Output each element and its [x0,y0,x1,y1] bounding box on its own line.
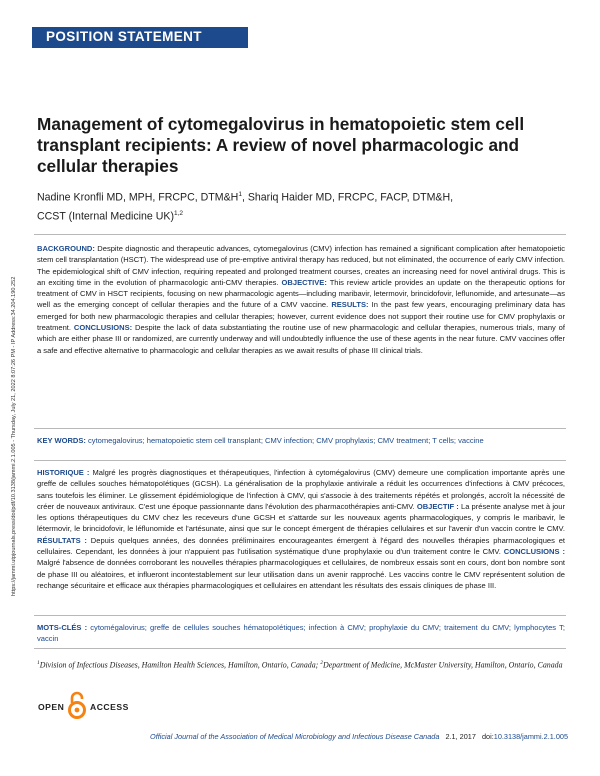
keywords-text: cytomegalovirus; hematopoietic stem cell transplant; CMV infection; CMV prophylaxis; CMV treatment; T cells; vaccine [88,436,484,445]
footer-doi-link[interactable]: 10.3138/jammi.2.1.005 [493,732,568,741]
download-watermark-text: https://jammi.utpjournals.press/doi/pdf/10.3138/jammi.2.1.005 - Thursday, July 21, 2022 8:07:26 PM - IP Address:34.204.190.252 [11,276,17,596]
divider [34,615,566,616]
conclusions-text: Despite the lack of data substantiating the routine use of new pharmacologic and cellular therapies, numerous trials, many of which are either phase III or randomized, are currently underway and will undoubtedly influence the use of these agents in the near future. CMV vaccines offer a safe and effective alternative to pharmacologic and cellular therapies as we await results of phase III clinical trials. [37,323,565,355]
page-footer [64,732,568,742]
affil-2-marker: 2 [320,660,324,666]
divider [34,234,566,235]
footer-volume: 2.1, 2017 [445,732,476,741]
background-text: Despite diagnostic and therapeutic advances, cytomegalovirus (CMV) infection has remained a significant complication after hematopoietic stem cell transplantation (HSCT). The widespread use of pre-emptive antiviral therapy has reduced, but not eliminated, the occurrence of early CMV infection. The epidemiological shift of CMV infection, requiring repeated and prolonged treatment courses, creates an increasing need for novel antiviral drugs. This is an exciting time in the evolution of pharmacologic anti-CMV therapies. [37,244,565,287]
author-2-credentials: CCST (Internal Medicine UK) [37,210,174,223]
affil-2: Department of Medicine, McMaster University, Hamilton, Ontario, Canada [323,660,563,670]
objective-text: This review article provides an update on the therapeutic options for treatment of CMV in HSCT recipients, focusing on new pharmacologic agents—including maribavir, letermovir, brincidofovir, leflunomide, and artesunate—as well as the emerging concept of cellular therapies and the future of a CMV vaccine. [37,277,565,310]
mots-cles-label: MOTS-CLÉS : [37,623,88,632]
author-list [37,187,557,224]
footer-doi-prefix: doi: [482,732,494,741]
objectif-label: OBJECTIF : [416,501,459,511]
author-2: , Shariq Haider MD, FRCPC, FACP, DTM&H, [241,191,454,204]
open-access-word-access: ACCESS [90,702,129,712]
abstract-english [37,243,565,356]
objectif-text: La présente analyse met à jour les options thérapeutiques du CMV chez les receveurs d'une GCSH et s'attarde sur les nouveaux agents pharmacologiques, y compris le maribavir, le létermovir, le brincidofovir, le léflunomide et l'artésunate, ainsi que sur le concept émergent de thérapies cellulaires et sur l'avenir d'un vaccin contre le CMV. [37,501,565,534]
footer-journal[interactable]: Official Journal of the Association of Medical Microbiology and Infectious Disease Canada [150,732,440,741]
open-lock-icon [66,690,88,720]
affil-1: Division of Infectious Diseases, Hamilton Health Sciences, Hamilton, Ontario, Canada; [39,660,321,670]
keywords-french [37,622,565,645]
resultats-label: RÉSULTATS : [37,535,87,545]
historique-label: HISTORIQUE : [37,468,90,477]
affiliations [37,658,565,671]
download-watermark [1,178,17,598]
open-access-logo [38,690,148,720]
historique-text: Malgré les progrès diagnostiques et thérapeutiques, l'infection à cytomégalovirus (CMV) demeure une complication importante après une greffe de cellules souches hématopoïétiques (GCSH). La généralisation de la prophylaxie antivirale a réduit les occurrences d'infections à CMV précoces, sans toutefois les éliminer. Le glissement épidémiologique de l'infection à CMV, qui s'associe à des traitements répétés et prolongés, accroît la nécessité de créer de nouveaux antiviraux. C'est une époque passionnante dans l'évolution des pharmacothérapies anti-CMV. [37,468,565,511]
abstract-french [37,467,565,591]
section-label: POSITION STATEMENT [46,29,202,44]
author-1-affil: 1 [238,191,242,198]
author-1: Nadine Kronfli MD, MPH, FRCPC, DTM&H [37,191,239,204]
results-label: RESULTS: [331,300,369,310]
results-text: In the past few years, encouraging preliminary data has emerged for both new pharmacologic therapies and cellular therapies; however, current evidence does not support their routine use for CMV prophylaxis or treatment. [37,300,565,333]
mots-cles-text: cytomégalovirus; greffe de cellules souches hématopoïétiques; infection à CMV; prophylaxie du CMV; traitement du CMV; lymphocytes T; vaccin [37,623,565,644]
article-title: Management of cytomegalovirus in hematopoietic stem cell transplant recipients: A review of novel pharmacologic and cellular therapies [37,114,525,176]
author-2-affil: 1,2 [173,209,184,217]
conclusions-fr-text: Malgré l'absence de données corroborant les nouvelles thérapies pharmacologiques et cellulaires, de nombreux essais sont en cours, dont bon nombre sont de phase III ou aléatoires, et influeront incontestablement sur leur utilisation dans un avenir rapproché. Les vaccins contre le CMV représentent solution de rechange sécuritaire et efficace aux thérapies pharmacologiques et cellulaires en attendant les résultats des essais cliniques de phase III. [37,558,565,590]
keywords-label: KEY WORDS: [37,436,86,445]
objective-label: OBJECTIVE: [281,277,327,287]
divider [34,428,566,429]
open-access-word-open: OPEN [38,702,65,712]
divider [34,460,566,461]
conclusions-fr-label: CONCLUSIONS : [503,547,565,557]
divider [34,648,566,649]
conclusions-label: CONCLUSIONS: [73,323,133,333]
background-label: BACKGROUND: [37,244,95,253]
keywords-english [37,435,565,446]
affil-1-marker: 1 [37,660,40,666]
resultats-text: Depuis quelques années, des données préliminaires encourageantes émergent à l'égard des nouvelles thérapies pharmacologiques et cellulaires. Cependant, les données à jour n'appuient pas l'utilisation systématique d'une prophylaxie ou d'un traitement contre le CMV. [37,535,565,557]
